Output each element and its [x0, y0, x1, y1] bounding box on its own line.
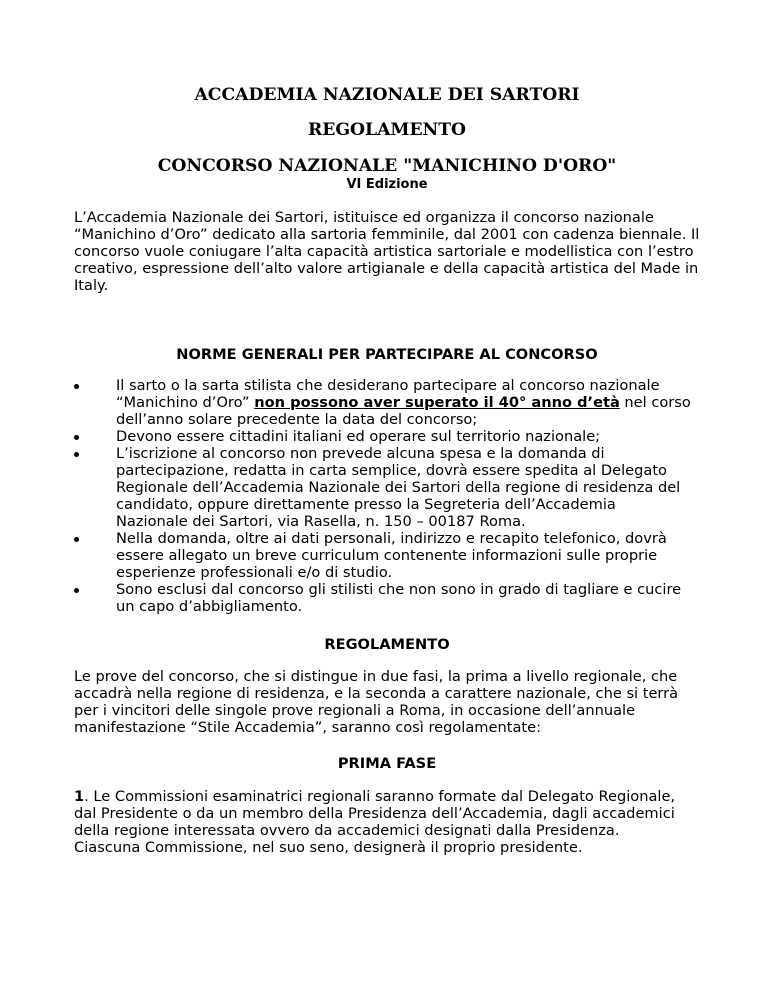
list-item	[74, 530, 700, 581]
regolamento-heading: REGOLAMENTO	[324, 636, 450, 653]
bullet-icon	[74, 588, 79, 593]
bullet-icon	[74, 537, 79, 542]
intro-paragraph: L’Accademia Nazionale dei Sartori, istituisce ed organizza il concorso nazionale “Manichino d’Oro” dedicato alla sartoria femminile, dal 2001 con cadenza biennale. Il concorso vuole coniugare l’alta capacità artistica sartoriale e modellistica con l’estro creativo, espressione dell’alto valore artigianale e della capacità artistica del Made in Italy.	[74, 209, 700, 294]
bullet-icon	[74, 452, 79, 457]
rule-text: Sono esclusi dal concorso gli stilisti che non sono in grado di tagliare e cucire un capo d’abbigliamento.	[116, 581, 682, 615]
commissioni-paragraph	[74, 788, 700, 856]
contest-title: CONCORSO NAZIONALE "MANICHINO D'ORO"	[157, 156, 617, 176]
list-item	[74, 445, 700, 530]
document-title: ACCADEMIA NAZIONALE DEI SARTORI	[194, 85, 580, 105]
norme-heading: NORME GENERALI PER PARTECIPARE AL CONCORSO	[176, 346, 598, 363]
rule-text: L’iscrizione al concorso non prevede alcuna spesa e la domanda di partecipazione, redatta in carta semplice, dovrà essere spedita al Delegato Regionale dell’Accademia Nazionale dei Sartori della regione di residenza del candidato, oppure direttamente presso la Segreteria dell’Accademia Nazionale dei Sartori, via Rasella, n. 150 – 00187 Roma.	[116, 445, 681, 530]
edition-label: VI Edizione	[346, 177, 428, 192]
rule-text: nel corso dell’anno solare precedente la data del concorso;	[116, 394, 691, 428]
bullet-icon	[74, 435, 79, 440]
rules-list	[74, 377, 700, 615]
document-subtitle: REGOLAMENTO	[307, 120, 467, 140]
list-item	[74, 581, 700, 615]
rule-text: Il sarto o la sarta stilista che desiderano partecipare al concorso nazionale “Manichino d’Oro”	[116, 377, 660, 411]
list-item	[74, 377, 700, 428]
point-text: . Le Commissioni esaminatrici regionali saranno formate dal Delegato Regionale, dal Presidente o da un membro della Presidenza dell’Accademia, dagli accademici della regione interessata ovvero da accademici designati dalla Presidenza.	[74, 788, 676, 839]
age-limit-emphasis: non possono aver superato il 40° anno d’età	[254, 394, 620, 411]
prove-paragraph: Le prove del concorso, che si distingue in due fasi, la prima a livello regionale, che accadrà nella regione di residenza, e la seconda a carattere nazionale, che si terrà per i vincitori delle singole prove regionali a Roma, in occasione dell’annuale manifestazione “Stile Accademia”, saranno così regolamentate:	[74, 668, 679, 736]
point-extra-text: Ciascuna Commissione, nel suo seno, designerà il proprio presidente.	[74, 839, 583, 856]
rule-text: Nella domanda, oltre ai dati personali, indirizzo e recapito telefonico, dovrà essere allegato un breve curriculum contenente informazioni sulle proprie esperienze professionali e/o di studio.	[116, 530, 667, 581]
prima-fase-heading: PRIMA FASE	[337, 755, 437, 772]
rule-text: Devono essere cittadini italiani ed operare sul territorio nazionale;	[116, 428, 601, 445]
bullet-icon	[74, 384, 79, 389]
list-item	[74, 428, 700, 445]
point-number: 1	[74, 788, 85, 805]
